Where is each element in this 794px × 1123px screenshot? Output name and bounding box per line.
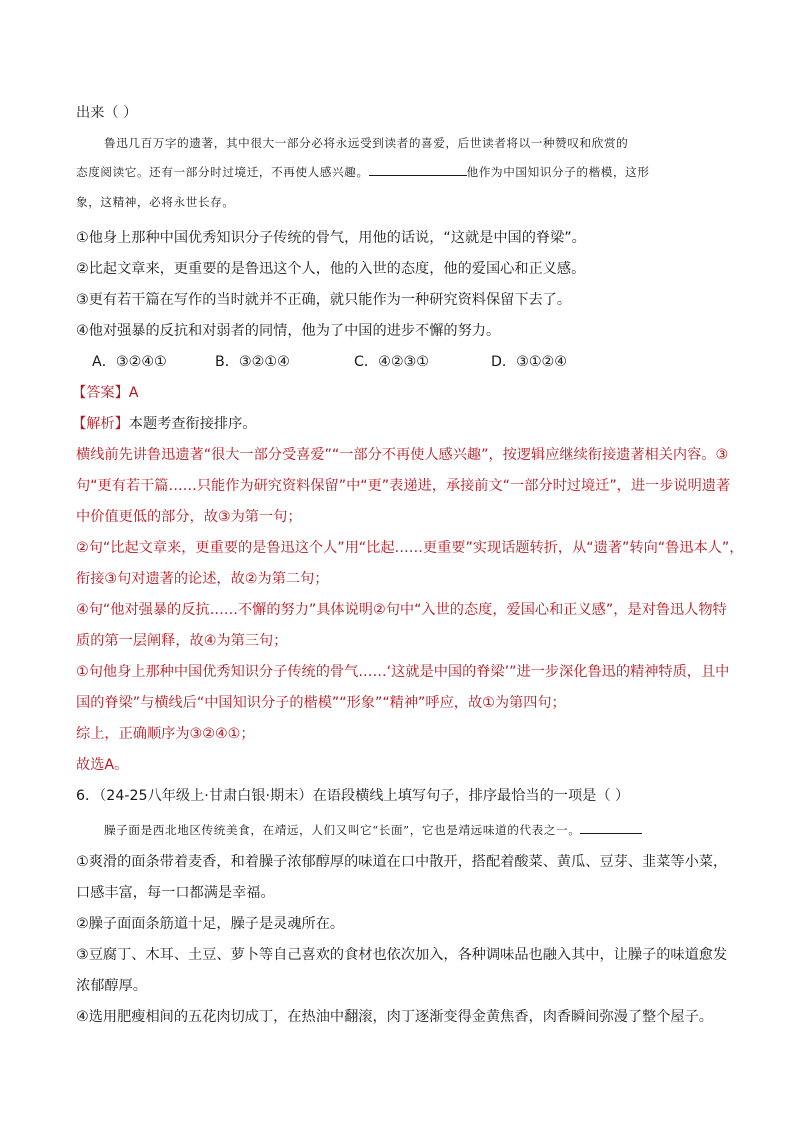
question-stem: 出来（ ） xyxy=(76,105,138,121)
choice-c[interactable]: C．④②③① xyxy=(354,354,429,370)
analysis-line: 横线前先讲鲁迅遗著“很大一部分受喜爱”“一部分不再使人感兴趣”，按逻辑应继续衔接遗著相关内容。③ xyxy=(76,447,729,463)
sentence-option: ③更有若干篇在写作的当时就并不正确，就只能作为一种研究资料保留下去了。 xyxy=(76,292,572,308)
choice-b[interactable]: B．③②①④ xyxy=(215,354,290,370)
question-stem: 6．（24-25八年级上·甘肃白银·期末）在语段横线上填写句子，排序最恰当的一项是（ ） xyxy=(76,788,630,804)
analysis-line: 中价值更低的部分，故③为第一句； xyxy=(76,509,302,525)
answer-label: 【答案】A xyxy=(72,385,139,401)
passage-line xyxy=(76,163,650,181)
answer-blank xyxy=(369,163,467,176)
analysis-label: 【解析】 xyxy=(72,416,129,432)
sentence-option: ②臊子面面条筋道十足，臊子是灵魂所在。 xyxy=(76,916,345,932)
passage-line xyxy=(104,821,642,839)
sentence-option: 口感丰富，每一口都满是幸福。 xyxy=(76,885,275,901)
analysis-line: 国的脊梁”与横线后“中国知识分子的楷模”“形象”“精神”呼应，故①为第四句； xyxy=(76,695,566,711)
sentence-option: ④他对强暴的反抗和对弱者的同情，他为了中国的进步不懈的努力。 xyxy=(76,323,501,339)
answer-blank xyxy=(580,821,642,834)
analysis-title: 本题考查衔接排序。 xyxy=(128,416,257,432)
analysis-heading xyxy=(72,415,256,433)
passage-line: 鲁迅几百万字的遗著，其中很大一部分必将永远受到读者的喜爱，后世读者将以一种赞叹和欣赏的 xyxy=(104,136,629,150)
sentence-option: 浓郁醇厚。 xyxy=(76,978,147,994)
sentence-option: ①爽滑的面条带着麦香，和着臊子浓郁醇厚的味道在口中散开，搭配着酸菜、黄瓜、豆芽、韭菜等小菜， xyxy=(76,854,728,870)
analysis-line: 故选A。 xyxy=(76,757,129,773)
choice-a[interactable]: A．③②④① xyxy=(92,354,167,370)
analysis-line: 综上，正确顺序为③②④①； xyxy=(76,726,255,742)
sentence-option: ④选用肥瘦相间的五花肉切成丁，在热油中翻滚，肉丁逐渐变得金黄焦香，肉香瞬间弥漫了整个屋子。 xyxy=(76,1009,713,1025)
analysis-line: 衔接③句对遗著的论述，故②为第二句； xyxy=(76,571,329,587)
analysis-line: ②句“比起文章来，更重要的是鲁迅这个人”用“比起……更重要”实现话题转折，从“遗著”转向“鲁迅本人”， xyxy=(76,540,744,556)
passage-text: 态度阅读它。还有一部分时过境迁，不再使人感兴趣。 xyxy=(76,165,369,179)
analysis-line: ①句他身上那种中国优秀知识分子传统的骨气……‘这就是中国的脊梁’”进一步深化鲁迅的精神特质，且中 xyxy=(76,664,730,680)
sentence-option: ②比起文章来，更重要的是鲁迅这个人，他的入世的态度，他的爱国心和正义感。 xyxy=(76,261,586,277)
passage-text: 臊子面是西北地区传统美食，在靖远，人们又叫它“长面”，它也是靖远味道的代表之一。 xyxy=(104,823,581,837)
analysis-line: 质的第一层阐释，故④为第三句； xyxy=(76,633,288,649)
analysis-line: ④句“他对强暴的反抗……不懈的努力”具体说明②句中“入世的态度，爱国心和正义感”，是对鲁迅人物特 xyxy=(76,602,727,618)
sentence-option: ①他身上那种中国优秀知识分子传统的骨气，用他的话说，“这就是中国的脊梁”。 xyxy=(76,230,586,246)
analysis-line: 句“更有若干篇……只能作为研究资料保留”中“更”表递进，承接前文“一部分时过境迁”，进一步说明遗著 xyxy=(76,478,731,494)
passage-text: 他作为中国知识分子的楷模，这形 xyxy=(466,165,650,179)
choice-d[interactable]: D．③①②④ xyxy=(491,354,567,370)
passage-line: 象，这精神，必将永世长存。 xyxy=(76,195,235,209)
sentence-option: ③豆腐丁、木耳、土豆、萝卜等自己喜欢的食材也依次加入，各种调味品也融入其中，让臊子的味道愈发 xyxy=(76,947,728,963)
